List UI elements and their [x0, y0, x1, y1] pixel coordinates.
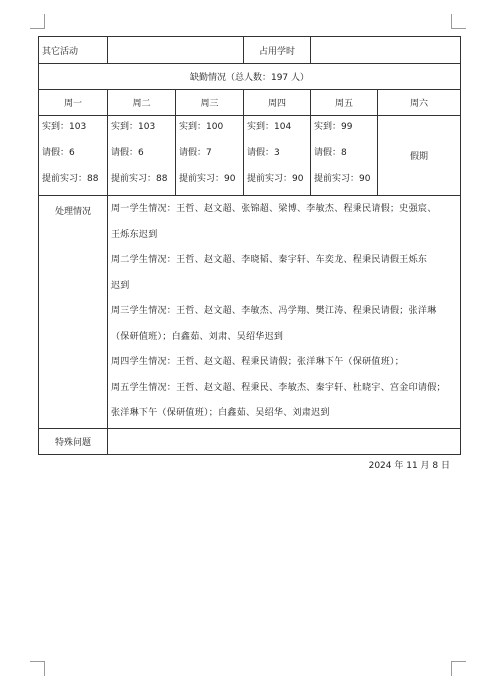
- special-issues-row: [39, 429, 461, 455]
- early-intern-count: 提前实习：90: [179, 174, 236, 184]
- processing-row: [39, 196, 461, 429]
- special-issues-label: 特殊问题: [39, 429, 108, 455]
- actual-count: 实到：100: [179, 122, 224, 132]
- leave-count: 请假：3: [247, 148, 280, 158]
- processing-line: 迟到: [111, 280, 130, 291]
- saturday-holiday: 假期: [378, 116, 461, 196]
- occupied-students-value[interactable]: [311, 37, 461, 64]
- page-corner-mark-bottom-right: [451, 661, 466, 676]
- page-corner-mark-top-left: [30, 14, 45, 29]
- processing-line: 王烁东迟到: [111, 229, 158, 240]
- day-header-wed: 周三: [176, 90, 244, 116]
- actual-count: 实到：104: [247, 122, 292, 132]
- processing-line: 周四学生情况：王哲、赵文超、程秉民请假；张洋琳下午（保研值班）；: [111, 357, 405, 368]
- stats-cell-tue: [108, 116, 176, 196]
- actual-count: 实到：99: [314, 122, 353, 132]
- early-intern-count: 提前实习：88: [42, 174, 99, 184]
- page-corner-mark-bottom-left: [30, 661, 45, 676]
- stats-cell-thu: [244, 116, 311, 196]
- attendance-report-table: [38, 36, 461, 455]
- page-corner-mark-top-right: [451, 14, 466, 29]
- processing-details: [108, 196, 461, 429]
- leave-count: 请假：7: [179, 148, 212, 158]
- processing-line: 周二学生情况：王哲、赵文超、李晓韬、秦宇轩、车奕龙、程秉民请假王烁东: [111, 255, 428, 266]
- stats-cell-fri: [311, 116, 378, 196]
- processing-line: （保研值班）；白鑫茹、刘肃、吴绍华迟到: [111, 331, 284, 342]
- processing-line: 张洋琳下午（保研值班）；白鑫茹、吴绍华、刘肃迟到: [111, 408, 330, 419]
- day-header-thu: 周四: [244, 90, 311, 116]
- actual-count: 实到：103: [111, 122, 156, 132]
- leave-count: 请假：6: [111, 148, 144, 158]
- stats-cell-mon: [39, 116, 108, 196]
- day-header-fri: 周五: [311, 90, 378, 116]
- early-intern-count: 提前实习：90: [247, 174, 304, 184]
- leave-count: 请假：6: [42, 148, 75, 158]
- other-activities-label: 其它活动: [39, 37, 108, 64]
- processing-line: 周三学生情况：王哲、赵文超、李敏杰、冯学翔、樊江涛、程秉民请假；张洋琳: [111, 306, 437, 317]
- day-header-mon: 周一: [39, 90, 108, 116]
- other-activities-value[interactable]: [108, 37, 244, 64]
- weekday-header-row: [39, 90, 461, 116]
- processing-line: 周一学生情况：王哲、赵文超、张锦超、梁博、李敏杰、程秉民请假；史强宸、: [111, 204, 437, 215]
- attendance-title: 缺勤情况（总人数：197 人）: [39, 64, 461, 90]
- report-date: 2024 年 11 月 8 日: [368, 461, 450, 471]
- early-intern-count: 提前实习：88: [111, 174, 168, 184]
- attendance-title-row: [39, 64, 461, 90]
- day-header-sat: 周六: [378, 90, 461, 116]
- actual-count: 实到：103: [42, 122, 87, 132]
- occupied-students-label: 占用学时: [244, 37, 311, 64]
- attendance-stats-row: [39, 116, 461, 196]
- early-intern-count: 提前实习：90: [314, 174, 371, 184]
- processing-label: 处理情况: [39, 196, 108, 429]
- leave-count: 请假：8: [314, 148, 347, 158]
- processing-line: 周五学生情况：王哲、赵文超、程秉民、李敏杰、秦宇轩、杜晓宇、宫金印请假；: [111, 382, 446, 393]
- header-row: [39, 37, 461, 64]
- special-issues-value[interactable]: [108, 429, 461, 455]
- day-header-tue: 周二: [108, 90, 176, 116]
- stats-cell-wed: [176, 116, 244, 196]
